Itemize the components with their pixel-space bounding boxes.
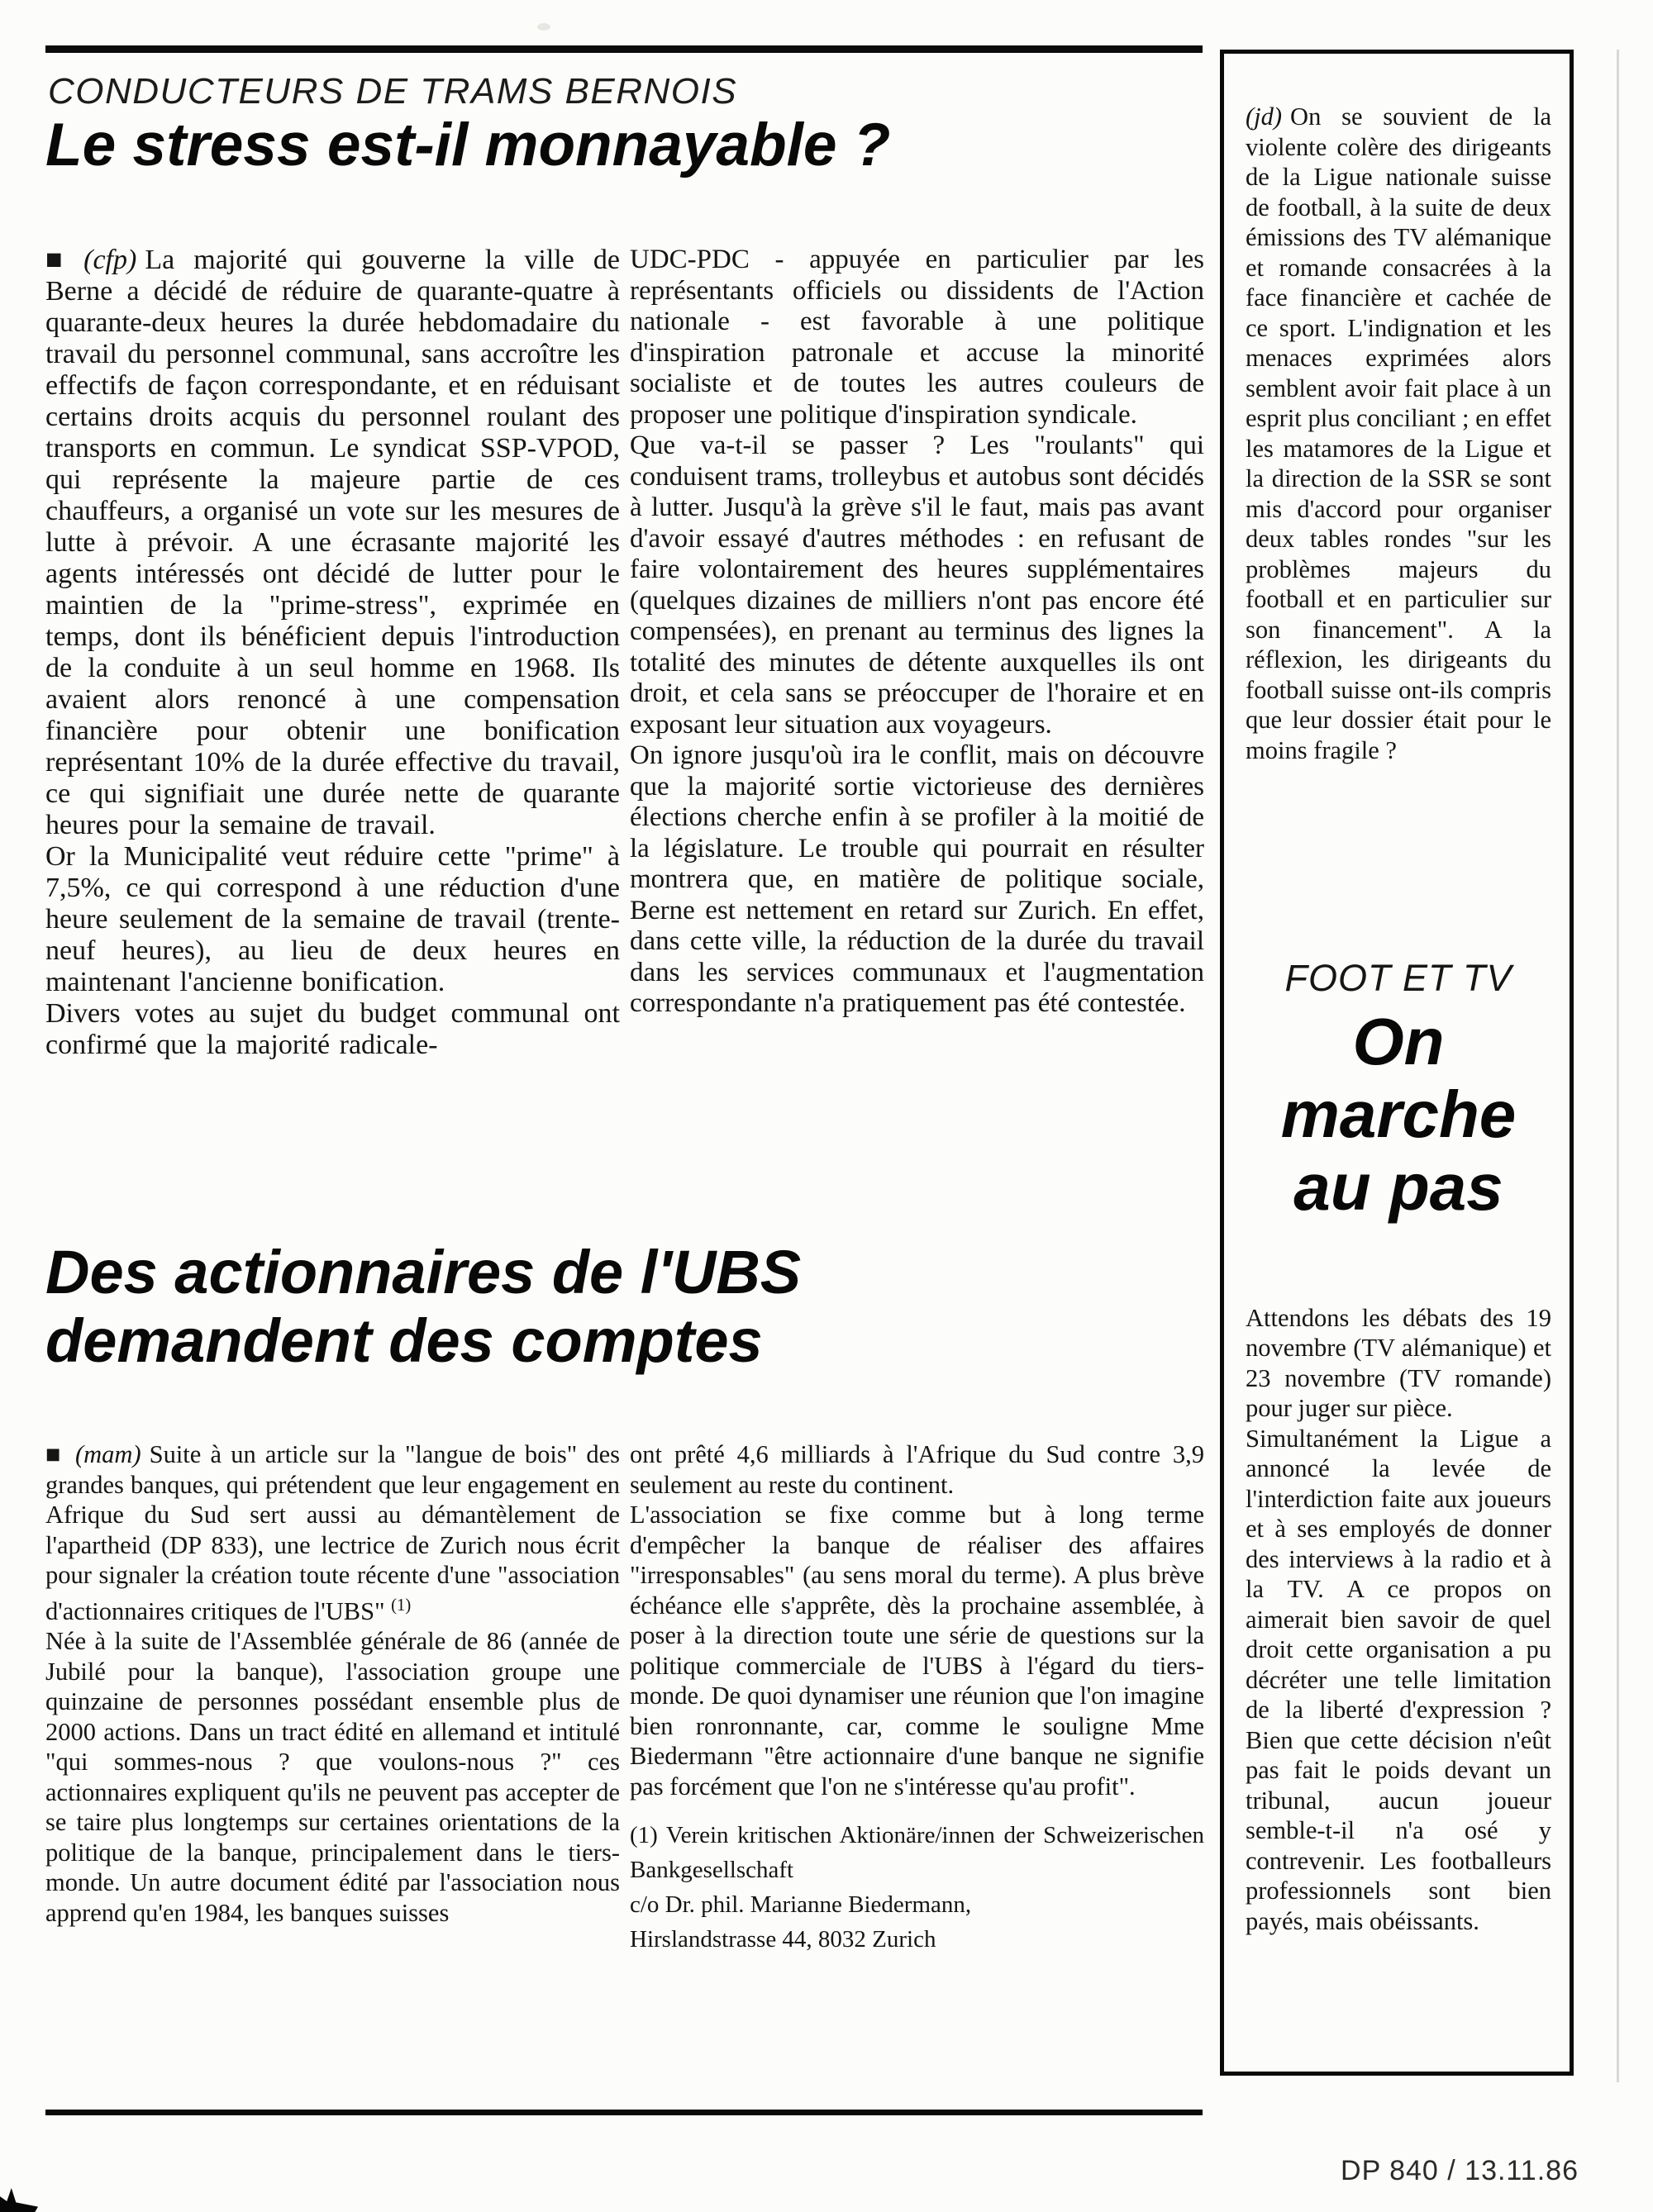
article1-paragraph: [45, 245, 620, 841]
article1-byline: (cfp): [83, 245, 137, 275]
article2-paragraph: Née à la suite de l'Assemblée générale de 86 (année de Jubilé pour la banque), l'association groupe une quinzaine de personnes possédant ensemble plus de 2000 actions. Dans un tract édité en allemand et intitulé "qui sommes-nous ? que voulons-nous ?" ces actionnaires expliquent qu'ils ne peuvent pas accepter de se taire plus longtemps sur certaines orientations de la politique de la banque, principalement dans le tiers-monde. Un autre document édité par l'association nous apprend qu'en 1984, les banques suisses: [45, 1627, 620, 1927]
article1-column-2: [630, 245, 1204, 1020]
sidebar-paragraph: [1246, 102, 1551, 765]
article1-paragraph: Or la Municipalité veut réduire cette "prime" à 7,5%, ce qui correspond à une réduction d'une heure seulement de la semaine de travail (trente-neuf heures), au lieu de deux heures en maintenant l'ancienne bonification.: [45, 841, 620, 997]
sidebar-paragraph: Attendons les débats des 19 novembre (TV alémanique) et 23 novembre (TV romande) pour juger sur pièce.: [1246, 1303, 1551, 1422]
article2-paragraph: L'association se fixe comme but à long terme d'empêcher la banque de réaliser des affaires "irresponsables" (au sens moral du terme). A plus brève échéance elle s'apprête, dès la prochaine assemblée, à poser à la direction toute une série de questions sur la politique commerciale de l'UBS à l'égard du tiers-monde. De quoi dynamiser une réunion que l'on imagine bien ronronnante, car, comme le souligne Mme Biedermann "être actionnaire d'une banque ne signifie pas forcément que l'on ne s'intéresse qu'au profit".: [630, 1501, 1204, 1801]
sidebar-byline: (jd): [1246, 102, 1283, 131]
paragraph-text: Suite à un article sur la "langue de bois" des grandes banques, qui prétendent que leur engagement en Afrique du Sud sert aussi au démantèlement de l'apartheid (DP 833), une lectrice de Zurich nous écrit pour signaler la création toute récente d'une "association d'actionnaires critiques de l'UBS": [45, 1440, 620, 1625]
top-rule: [45, 45, 1203, 53]
footnote-line: c/o Dr. phil. Marianne Biedermann,: [630, 1891, 972, 1918]
article1-title: Le stress est-il monnayable ?: [45, 112, 891, 178]
paragraph-marker-square: ■: [45, 245, 73, 275]
article2-title-line2: demandent des comptes: [45, 1306, 763, 1375]
article2-title-line1: Des actionnaires de l'UBS: [45, 1238, 802, 1306]
scan-artifact-corner: [0, 2188, 38, 2212]
scan-artifact-dot: [537, 23, 550, 31]
issue-reference: DP 840 / 13.11.86: [1341, 2155, 1579, 2186]
sidebar-paragraph: Simultanément la Ligue a annoncé la levée de l'interdiction faite aux joueurs et à ses employés de donner des interviews à la radio et à la TV. A ce propos on aimerait bien savoir de quel droit cette organisation a pu décréter une telle limitation de la liberté d'expression ? Bien que cette décision n'eût pas fait le poids devant un tribunal, aucun joueur semble-t-il n'a osé y contrevenir. Les footballeurs professionnels sont bien payés, mais obéissants.: [1246, 1424, 1551, 1935]
article2-byline: (mam): [74, 1440, 141, 1468]
paragraph-marker-square: ■: [45, 1440, 64, 1468]
article2-paragraph: [45, 1439, 620, 1626]
footnote-reference: (1): [391, 1596, 412, 1615]
article1-paragraph: On ignore jusqu'où ira le conflit, mais on découvre que la majorité sortie victorieuse des dernières élections cherche enfin à se profiler à la moitié de la législature. Le trouble qui pourrait en résulter montrera que, en matière de politique sociale, Berne est nettement en retard sur Zurich. En effet, dans cette ville, la réduction de la durée du travail dans les services communaux et l'augmentation correspondante n'a pratiquement pas été contestée.: [630, 740, 1204, 1018]
sidebar-title: On marche au pas: [1280, 1004, 1517, 1224]
article2-column-1: [45, 1439, 620, 1928]
bottom-rule: [45, 2110, 1203, 2115]
article1-column-1: [45, 245, 620, 1061]
article2-paragraph: ont prêté 4,6 milliards à l'Afrique du Sud contre 3,9 seulement au reste du continent.: [630, 1440, 1204, 1499]
sidebar-article-box: [1220, 50, 1574, 2076]
article1-paragraph: Que va-t-il se passer ? Les "roulants" qui conduisent trams, trolleybus et autobus sont décidés à lutter. Jusqu'à la grève s'il le faut, mais pas avant d'avoir essayé d'autres méthodes : en refusant de faire volontairement des heures supplémentaires (quelques dizaines de milliers n'ont pas encore été compensées), en prenant au terminus des lignes la totalité des minutes de détente auxquelles ils ont droit, et cela sans se préoccuper de l'horaire et en exposant leur situation aux voyageurs.: [630, 431, 1204, 740]
footnote-line: (1) Verein kritischen Aktionäre/innen der Schweizerischen Bankgesellschaft: [630, 1822, 1204, 1883]
sidebar-kicker: FOOT ET TV: [1284, 957, 1512, 999]
article2-footnote: [630, 1818, 1204, 1957]
footnote-line: Hirslandstrasse 44, 8032 Zurich: [630, 1926, 936, 1953]
article2-title: [45, 1238, 801, 1375]
scan-edge-shadow: [1617, 50, 1619, 2082]
article2-column-2: [630, 1439, 1204, 1957]
paragraph-text: La majorité qui gouverne la ville de Berne a décidé de réduire de quarante-quatre à quarante-deux heures la durée hebdomadaire du travail du personnel communal, sans accroître les effectifs de façon correspondante, et en réduisant certains droits acquis du personnel roulant des transports en commun. Le syndicat SSP-VPOD, qui représente la majeure partie de ces chauffeurs, a organisé un vote sur les mesures de lutte à prévoir. A une écrasante majorité les agents intéressés ont décidé de lutter pour le maintien de la "prime-stress", exprimée en temps, dont ils bénéficient depuis l'introduction de la conduite à un seul homme en 1968. Ils avaient alors renoncé à une compensation financière pour obtenir une bonification représentant 10% de la durée effective du travail, ce qui signifiait une durée nette de quarante heures pour la semaine de travail.: [45, 245, 620, 840]
paragraph-text: On se souvient de la violente colère des dirigeants de la Ligue nationale suisse de football, à la suite de deux émissions des TV alémanique et romande consacrées à la face financière et cachée de ce sport. L'indignation et les menaces exprimées alors semblent avoir fait place à un esprit plus conciliant ; en effet les matamores de la Ligue et la direction de la SSR se sont mis d'accord pour organiser deux tables rondes "sur les problèmes majeurs du football et en particulier sur son financement". A la réflexion, les dirigeants du football suisse ont-ils compris que leur dossier était pour le moins fragile ?: [1246, 102, 1551, 764]
article1-paragraph: Divers votes au sujet du budget communal ont confirmé que la majorité radicale-: [45, 998, 620, 1060]
article1-paragraph: UDC-PDC - appuyée en particulier par les représentants officiels ou dissidents de l'Action nationale - est favorable à une politique d'inspiration patronale et accuse la minorité socialiste et de toutes les autres couleurs de proposer une politique d'inspiration syndicale.: [630, 245, 1204, 430]
article1-kicker: CONDUCTEURS DE TRAMS BERNOIS: [48, 71, 738, 112]
